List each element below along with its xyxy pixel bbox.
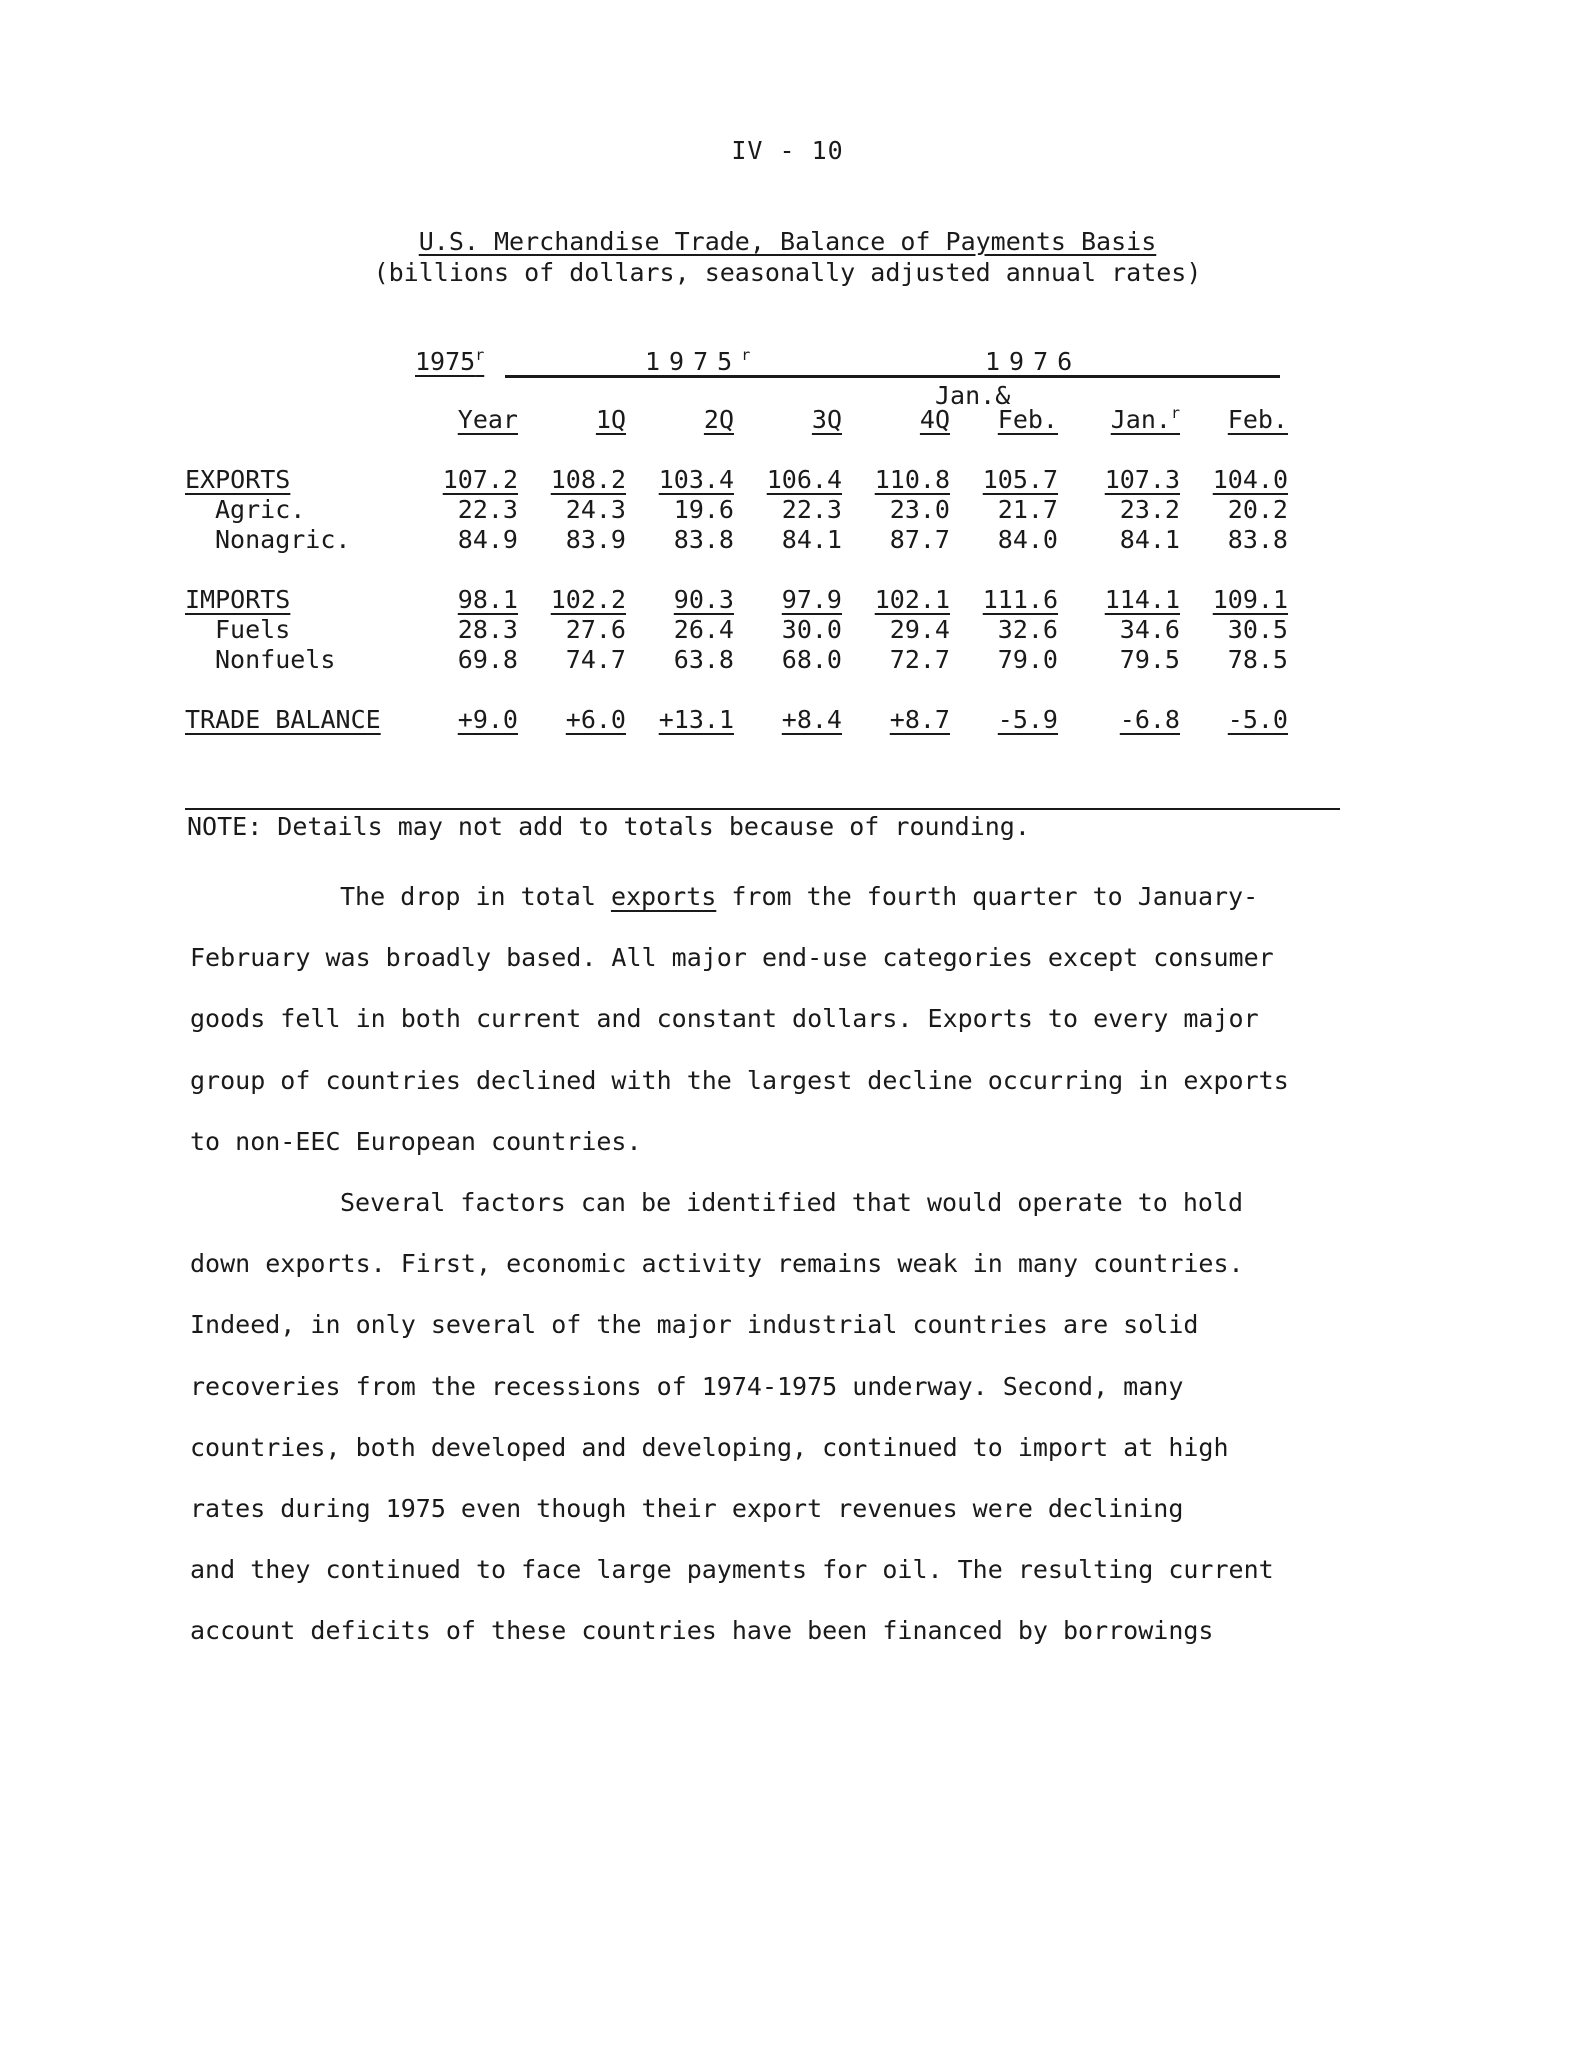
paragraph-2: Several factors can be identified that would operate to hold down exports. First, economic activity remains weak in many countries. Indeed, in only several of the major industrial countries are solid recoveries from the recessions of 1974-1975 underway. Second, many countries, both developed and developing, continued to import at high rates during 1975 even though their export revenues were declining and they continued to face large payments for oil. The resulting current account deficits of these countries have been financed by borrowings <box>190 1188 1274 1646</box>
cell: -5.0 <box>1227 705 1288 734</box>
cell: 23.0 <box>889 495 950 524</box>
cell: 84.1 <box>781 525 842 554</box>
cell: 20.2 <box>1227 495 1288 524</box>
table-row-nonagric <box>185 525 1396 555</box>
cell: -5.9 <box>997 705 1058 734</box>
table-note: NOTE: Details may not add to totals because of rounding. <box>187 812 1030 841</box>
cell: -6.8 <box>1119 705 1180 734</box>
cell: 79.0 <box>997 645 1058 674</box>
row-label: Agric. <box>215 495 306 524</box>
cell: 110.8 <box>874 465 950 494</box>
cell: 109.1 <box>1212 585 1288 614</box>
cell: 84.0 <box>997 525 1058 554</box>
cell: +8.4 <box>781 705 842 734</box>
cell: 102.2 <box>550 585 626 614</box>
cell: 98.1 <box>457 585 518 614</box>
cell: 29.4 <box>889 615 950 644</box>
table-title: U.S. Merchandise Trade, Balance of Payments Basis <box>418 227 1157 256</box>
table-row-exports <box>185 465 1396 495</box>
cell: 97.9 <box>781 585 842 614</box>
col-header-1q: 1Q <box>595 405 626 434</box>
row-label: EXPORTS <box>185 465 291 494</box>
cell: 23.2 <box>1119 495 1180 524</box>
cell: 103.4 <box>658 465 734 494</box>
cell: 34.6 <box>1119 615 1180 644</box>
cell: 107.2 <box>442 465 518 494</box>
table-row-fuels <box>185 615 1396 645</box>
cell: 83.9 <box>565 525 626 554</box>
cell: 111.6 <box>982 585 1058 614</box>
cell: 30.5 <box>1227 615 1288 644</box>
cell: 108.2 <box>550 465 626 494</box>
col-header-jan: Jan.$^r$ <box>1110 404 1180 434</box>
body-text <box>190 866 1400 1662</box>
paragraph-1: The drop in total exports from the fourth quarter to January- February was broadly based. All major end-use categories except consumer goods fell in both current and constant dollars. Exports to every major group of countries declined with the largest decline occurring in exports to non-EEC European countries. <box>190 882 1289 1156</box>
row-label: Fuels <box>215 615 291 644</box>
cell: +9.0 <box>457 705 518 734</box>
cell: 22.3 <box>457 495 518 524</box>
cell: 83.8 <box>1227 525 1288 554</box>
cell: 63.8 <box>673 645 734 674</box>
col-header-feb: Feb. <box>1227 405 1288 434</box>
cell: 32.6 <box>997 615 1058 644</box>
table-row-trade-balance <box>185 705 1396 735</box>
cell: 69.8 <box>457 645 518 674</box>
col-header-2q: 2Q <box>703 405 734 434</box>
table-row-imports <box>185 585 1396 615</box>
cell: 72.7 <box>889 645 950 674</box>
cell: +13.1 <box>658 705 734 734</box>
cell: 22.3 <box>781 495 842 524</box>
col-header-jan-feb: Feb. <box>997 405 1058 434</box>
emphasis-exports: exports <box>610 882 717 911</box>
cell: 74.7 <box>565 645 626 674</box>
jan-feb-top-label: Jan.& <box>935 381 1011 410</box>
col-header-4q: 4Q <box>919 405 950 434</box>
col-header-3q: 3Q <box>811 405 842 434</box>
cell: 102.1 <box>874 585 950 614</box>
cell: 87.7 <box>889 525 950 554</box>
row-label: Nonfuels <box>215 645 336 674</box>
year-group-header: 1975$^r$ <box>415 346 485 376</box>
cell: 26.4 <box>673 615 734 644</box>
cell: 21.7 <box>997 495 1058 524</box>
cell: 27.6 <box>565 615 626 644</box>
column-header-row <box>185 405 1396 435</box>
table-row-agric <box>185 495 1396 525</box>
cell: +6.0 <box>565 705 626 734</box>
cell: 19.6 <box>673 495 734 524</box>
table-row-nonfuels <box>185 645 1396 675</box>
row-label: TRADE BALANCE <box>185 705 381 734</box>
cell: 79.5 <box>1119 645 1180 674</box>
cell: 114.1 <box>1104 585 1180 614</box>
quarters-group-header: 1975$^r$ <box>645 346 760 376</box>
row-label: IMPORTS <box>185 585 291 614</box>
col-header-year: Year <box>457 405 518 434</box>
row-label: Nonagric. <box>215 525 351 554</box>
cell: 90.3 <box>673 585 734 614</box>
cell: 30.0 <box>781 615 842 644</box>
cell: 24.3 <box>565 495 626 524</box>
cell: 78.5 <box>1227 645 1288 674</box>
trade-table <box>185 345 1396 735</box>
cell: 104.0 <box>1212 465 1288 494</box>
cell: 84.9 <box>457 525 518 554</box>
cell: 84.1 <box>1119 525 1180 554</box>
table-bottom-rule <box>185 808 1340 810</box>
cell: 68.0 <box>781 645 842 674</box>
table-title-block <box>0 226 1575 288</box>
cell: 28.3 <box>457 615 518 644</box>
table-subtitle: (billions of dollars, seasonally adjusted annual rates) <box>373 258 1202 287</box>
cell: +8.7 <box>889 705 950 734</box>
cell: 83.8 <box>673 525 734 554</box>
cell: 107.3 <box>1104 465 1180 494</box>
page-number: IV - 10 <box>731 136 844 165</box>
cell: 105.7 <box>982 465 1058 494</box>
year-1976-group-header: 1976 <box>985 347 1082 376</box>
cell: 106.4 <box>766 465 842 494</box>
